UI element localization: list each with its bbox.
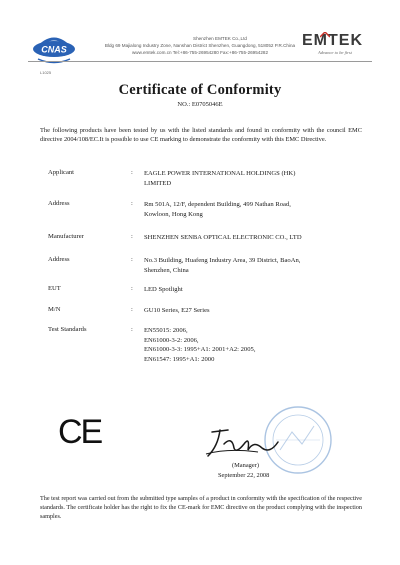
manufacturer-address-line-2: Shenzhen, China — [144, 266, 189, 274]
cnas-logo — [30, 30, 78, 70]
header-address-line: Bldg 69 Majialong Industry Zone, Nanshan District Shenzhen, Guangdong, 518052 P.R.China — [104, 43, 296, 48]
signature — [198, 418, 298, 462]
emtek-logo-tagline: Advance to be first — [318, 50, 352, 55]
header-divider — [28, 61, 372, 62]
cnas-logo-icon — [30, 30, 78, 70]
mn-value: GU10 Series, E27 Series — [144, 307, 210, 314]
applicant-value — [144, 169, 369, 188]
signature-date: September 22, 2008 — [218, 472, 270, 479]
standard-item: EN61547: 1995+A1: 2000 — [144, 355, 215, 363]
address-line-2: Kowloon, Hong Kong — [144, 210, 203, 218]
cnas-logo-sub: L1025 — [40, 70, 52, 75]
manufacturer-address-label: Address — [48, 256, 70, 263]
address-label: Address — [48, 200, 70, 207]
standard-item: EN61000-3-2: 2006, — [144, 336, 199, 344]
manufacturer-colon: : — [131, 233, 133, 240]
standards-label: Test Standards — [48, 326, 87, 333]
standard-item: EN55015: 2006, — [144, 327, 188, 334]
signature-icon — [198, 418, 298, 462]
standards-list — [144, 326, 369, 364]
mn-colon: : — [131, 306, 133, 313]
certificate-number: NO.: E0705046E — [177, 101, 223, 108]
manufacturer-address-colon: : — [131, 256, 133, 263]
mn-label: M/N — [48, 306, 61, 313]
address-colon: : — [131, 200, 133, 207]
manufacturer-address-line-1: No.3 Building, Huafeng Industry Area, 39 District, BaoAn, — [144, 257, 301, 264]
emtek-accent-icon — [320, 32, 330, 38]
manufacturer-label: Manufacturer — [48, 233, 84, 240]
signatory-role: (Manager) — [232, 462, 259, 469]
manufacturer-address-value — [144, 256, 369, 275]
ce-mark: CE — [58, 413, 102, 451]
eut-value: LED Spotlight — [144, 286, 183, 293]
address-line-1: Rm 501A, 12/F, dependent Building, 499 Nathan Road, — [144, 201, 291, 208]
cnas-logo-text: CNAS — [41, 44, 67, 55]
standards-colon: : — [131, 326, 133, 333]
header-contact-line: www.emtek.com.cn Tel:+86-755-26954280 Fax:+86-755-26954282 — [131, 50, 269, 55]
applicant-line-2: LIMITED — [144, 179, 172, 187]
emtek-logo — [302, 32, 374, 68]
footer-paragraph: The test report was carried out from the submitted type samples of a product in conformity with the specification of the respective standards. The certificate holder has the right to fix the CE-mark for EMC directive on the product complying with the inspection samples. — [40, 495, 362, 521]
applicant-label: Applicant — [48, 169, 75, 176]
applicant-line-1: EAGLE POWER INTERNATIONAL HOLDINGS (HK) — [144, 170, 296, 177]
eut-label: EUT — [48, 285, 61, 292]
emtek-logo-text: EMTEK — [302, 32, 363, 49]
standard-item: EN61000-3-3: 1995+A1: 2001+A2: 2005, — [144, 346, 256, 354]
eut-colon: : — [131, 285, 133, 292]
header-company-line: Shenzhen EMTEK Co.,Ltd — [193, 36, 247, 41]
address-value — [144, 200, 369, 219]
applicant-colon: : — [131, 169, 133, 176]
page-title: Certificate of Conformity — [118, 82, 282, 98]
manufacturer-value: SHENZHEN SENBA OPTICAL ELECTRONIC CO., LTD — [144, 234, 302, 241]
intro-paragraph: The following products have been tested by us with the listed standards and found in conformity with the council EMC directive 2004/108/EC.It is possible to use CE marking to demonstrate the conformity with this EMC Directive. — [40, 127, 362, 144]
